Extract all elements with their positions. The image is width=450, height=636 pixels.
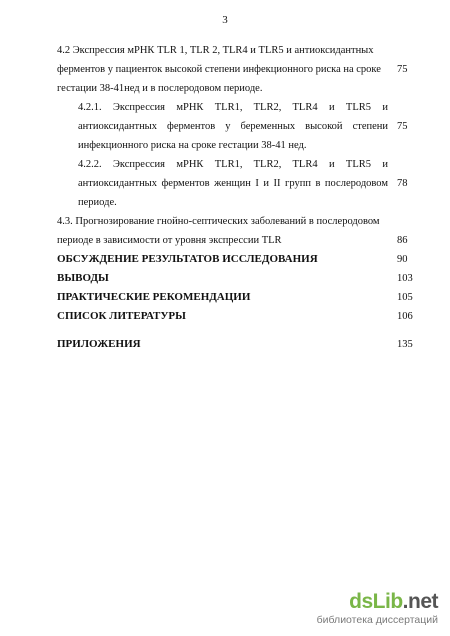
watermark-logo: [317, 591, 438, 613]
watermark-logo-suffix: .net: [402, 590, 438, 613]
toc-section-title: ПРАКТИЧЕСКИЕ РЕКОМЕНДАЦИИ: [57, 291, 251, 303]
toc-line: 4.2.1. Экспрессия мРНК TLR1, TLR2, TLR4 и TLR5 и: [78, 102, 388, 113]
toc-line: инфекционного риска на сроке гестации 38-41 нед.: [78, 140, 307, 151]
toc-page-number: 135: [397, 339, 413, 350]
watermark: [317, 591, 438, 626]
toc-page-number: 105: [397, 292, 413, 303]
toc-line: антиоксидантных ферментов у беременных высокой степени: [78, 121, 388, 132]
toc-section-title: СПИСОК ЛИТЕРАТУРЫ: [57, 310, 186, 322]
toc-line: 4.3. Прогнозирование гнойно-септических заболеваний в послеродовом: [57, 216, 380, 227]
page-number: 3: [222, 14, 228, 26]
toc-line: 4.2 Экспрессия мРНК TLR 1, TLR 2, TLR4 и TLR5 и антиоксидантных: [57, 45, 374, 56]
watermark-logo-main: dsLib: [349, 590, 403, 613]
toc-page-number: 86: [397, 235, 408, 246]
toc-page-number: 103: [397, 273, 413, 284]
toc-page-number: 106: [397, 311, 413, 322]
toc-page-number: 75: [397, 121, 408, 132]
toc-page-number: 78: [397, 178, 408, 189]
toc-page-number: 75: [397, 64, 408, 75]
toc-page-number: 90: [397, 254, 408, 265]
toc-line: 4.2.2. Экспрессия мРНК TLR1, TLR2, TLR4 и TLR5 и: [78, 159, 388, 170]
toc-section-title: ВЫВОДЫ: [57, 272, 109, 284]
toc-line: антиоксидантных ферментов женщин I и II групп в послеродовом: [78, 178, 388, 189]
toc-section-title: ОБСУЖДЕНИЕ РЕЗУЛЬТАТОВ ИССЛЕДОВАНИЯ: [57, 253, 318, 265]
toc-line: гестации 38-41нед и в послеродовом периоде.: [57, 83, 263, 94]
toc-section-title: ПРИЛОЖЕНИЯ: [57, 338, 141, 350]
watermark-subtitle: библиотека диссертаций: [316, 614, 438, 626]
toc-line: периоде в зависимости от уровня экспрессии TLR: [57, 235, 282, 246]
toc-line: периоде.: [78, 197, 117, 208]
toc-line: ферментов у пациенток высокой степени инфекционного риска на сроке: [57, 64, 381, 75]
